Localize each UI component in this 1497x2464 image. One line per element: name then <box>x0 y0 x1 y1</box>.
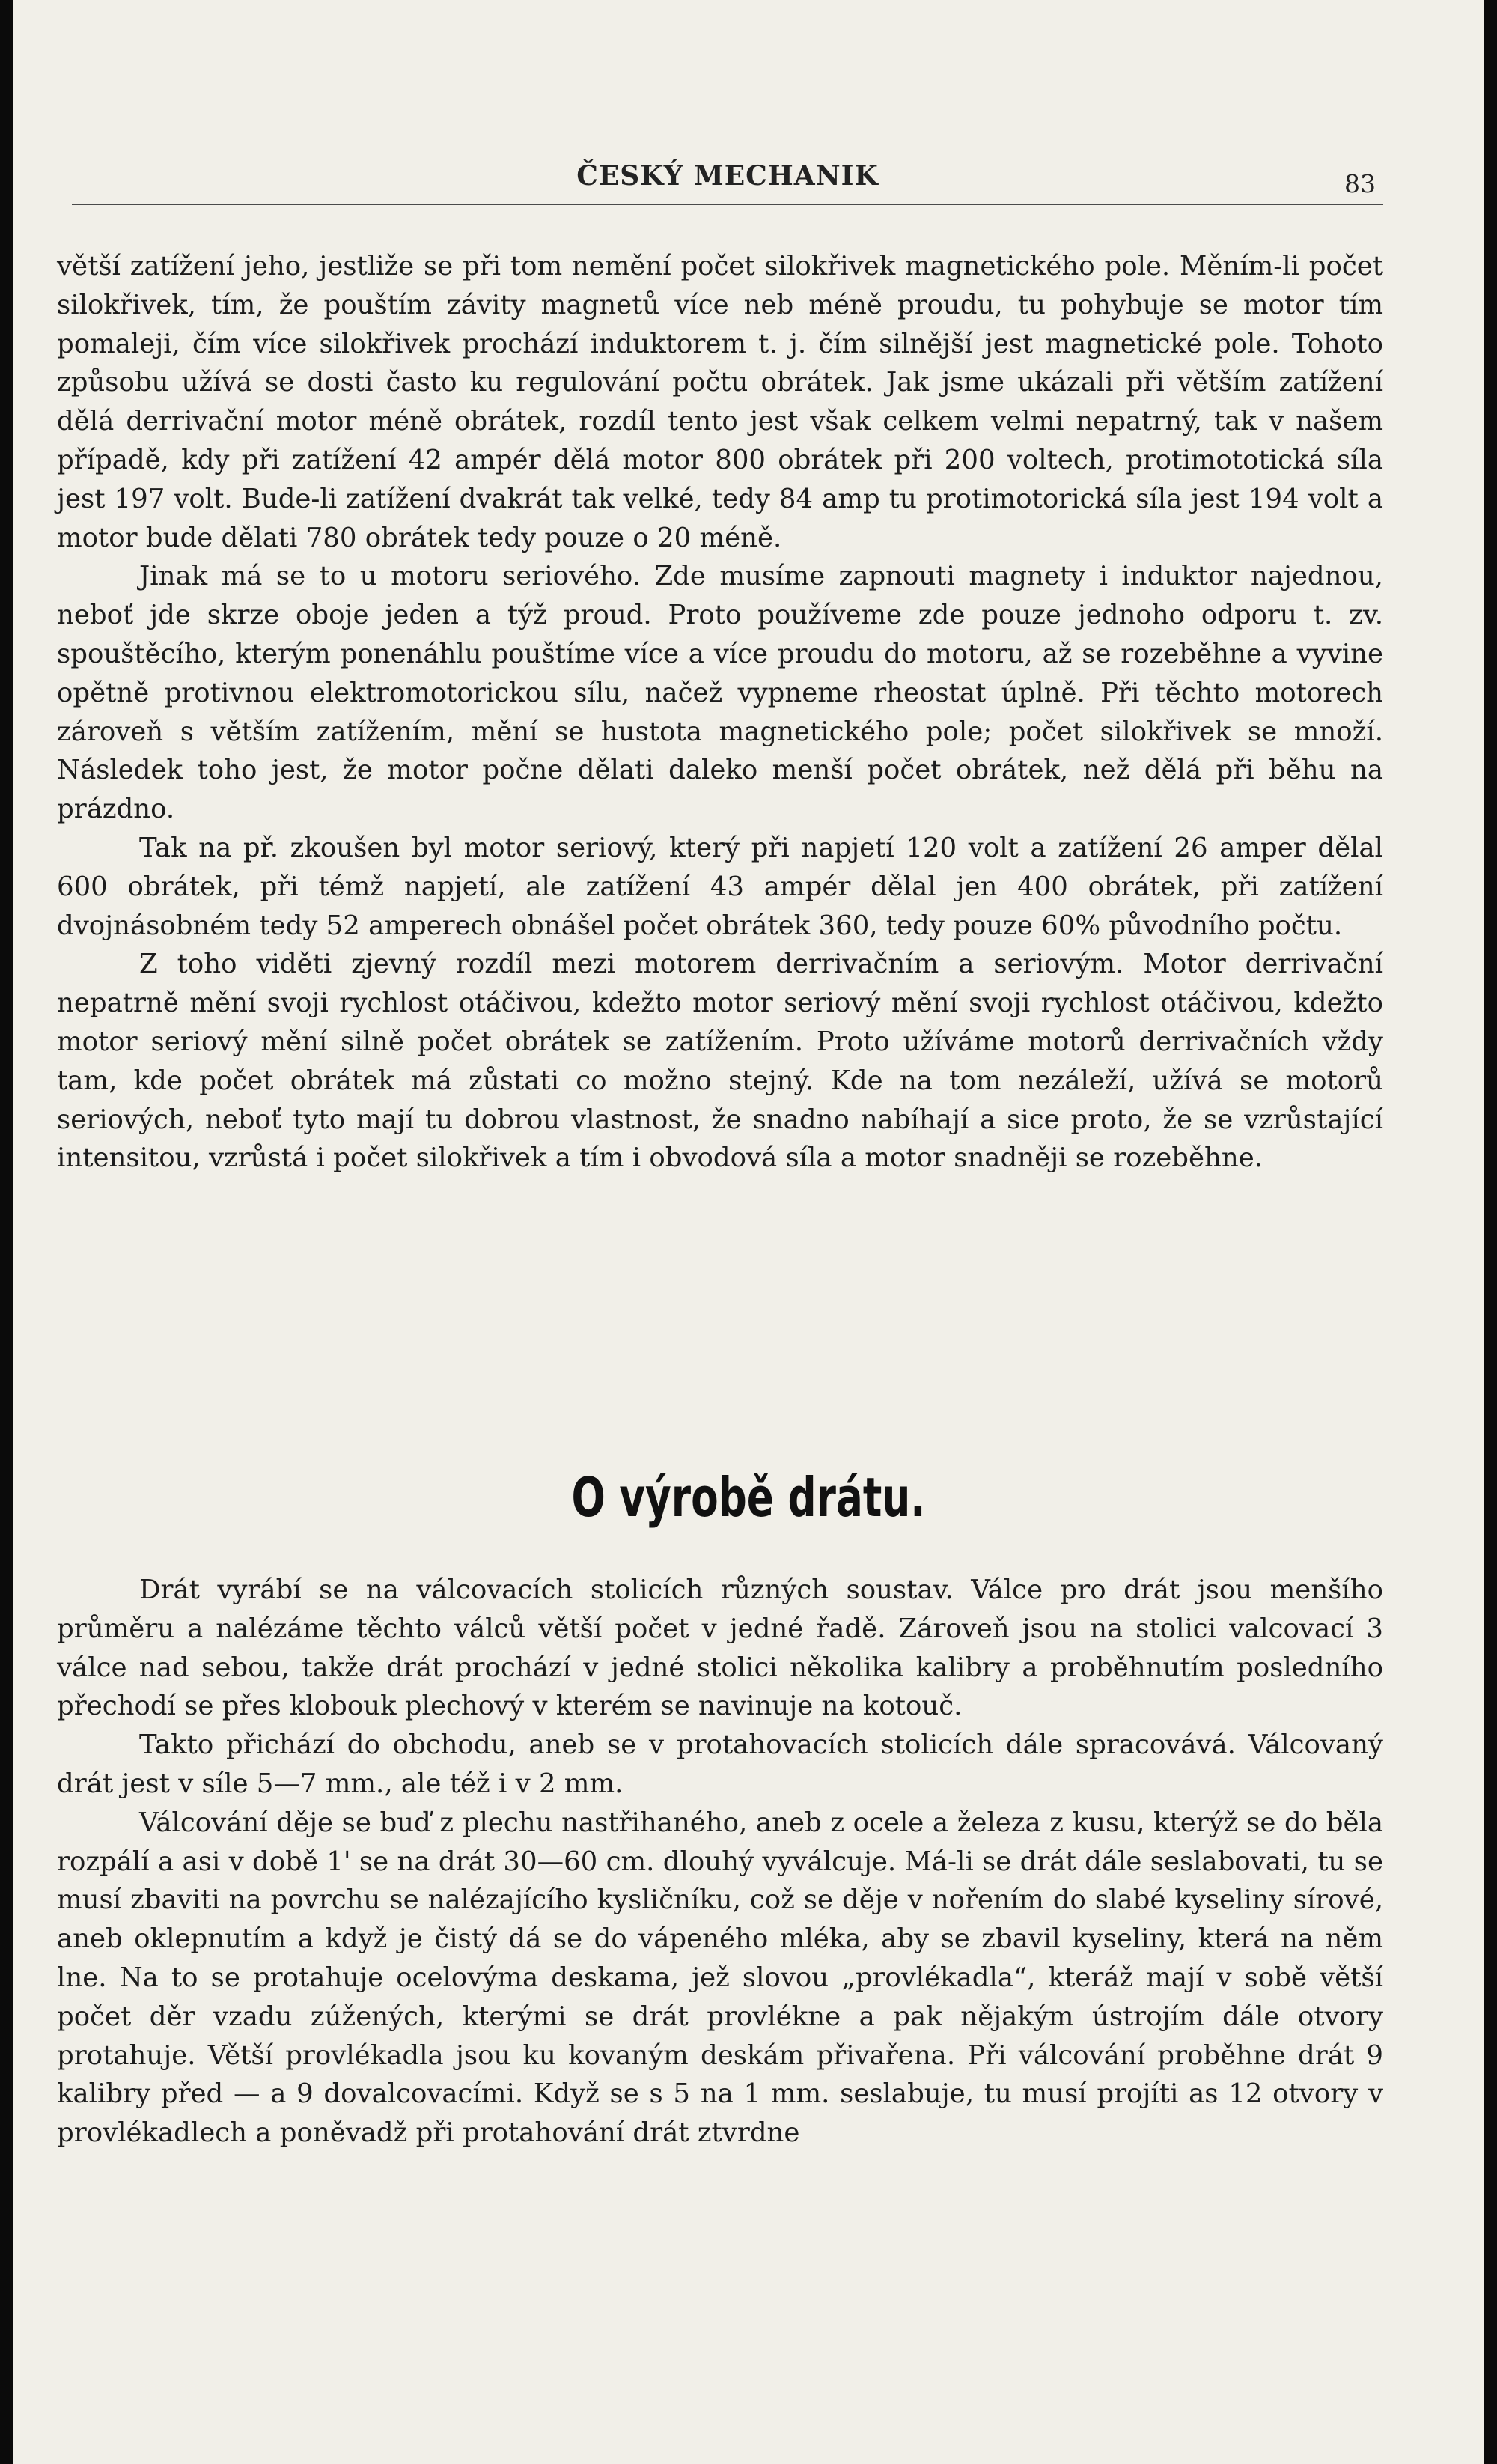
article-body <box>57 1571 1383 2153</box>
header-rule <box>72 204 1383 205</box>
scanned-page <box>13 0 1484 2464</box>
page-number: 83 <box>1344 169 1376 198</box>
paragraph: Tak na př. zkoušen byl motor seriový, který při napjetí 120 volt a zatížení 26 amper dělal 600 obrátek, při témž napjetí, ale zatížení 43 ampér dělal jen 400 obrátek, při zatížení dvojnásobném tedy 52 amperech obnášel počet obrátek 360, tedy pouze 60% původního počtu. <box>57 832 1383 941</box>
page-header <box>72 156 1383 201</box>
paragraph: Drát vyrábí se na válcovacích stolicích různých soustav. Válce pro drát jsou menšího průměru a nalézáme těchto válců větší počet v jedné řadě. Zároveň jsou na stolici valcovací 3 válce nad sebou, takže drát prochází v jedné stolici několika kalibry a proběhnutím posledního přechodí se přes klobouk plechový v kterém se navinuje na kotouč. <box>57 1575 1383 1722</box>
paragraph: větší zatížení jeho, jestliže se při tom nemění počet silokřivek magnetického pole. Měním-li počet silokřivek, tím, že pouštím závity magnetů více neb méně proudu, tu pohybuje se motor tím pomaleji, čím více silokřivek prochází induktorem t. j. čím silnější jest magnetické pole. Tohoto způsobu užívá se dosti často ku regulování počtu obrátek. Jak jsme ukázali při větším zatížení dělá derrivační motor méně obrátek, rozdíl tento jest však celkem velmi nepatrný, tak v našem případě, kdy při zatížení 42 ampér dělá motor 800 obrátek při 200 voltech, protimototická síla jest 197 volt. Bude-li zatížení dvakrát tak velké, tedy 84 amp tu protimotorická síla jest 194 volt a motor bude dělati 780 obrátek tedy pouze o 20 méně. <box>57 251 1383 553</box>
paragraph: Jinak má se to u motoru seriového. Zde musíme zapnouti magnety i induktor najednou, neboť jde skrze oboje jeden a týž proud. Proto používeme zde pouze jednoho odporu t. zv. spouštěcího, kterým ponenáhlu pouštíme více a více proudu do motoru, až se rozeběhne a vyvine opětně protivnou elektromotorickou sílu, načež vypneme rheostat úplně. Při těchto motorech zároveň s větším zatížením, mění se hustota magnetického pole; počet silokřivek se množí. Následek toho jest, že motor počne dělati daleko menší počet obrátek, než dělá při běhu na prázdno. <box>57 561 1383 825</box>
paragraph: Válcování děje se buď z plechu nastřihaného, aneb z ocele a železa z kusu, kterýž se do běla rozpálí a asi v době 1' se na drát 30—60 cm. dlouhý vyválcuje. Má-li se drát dále seslabovati, tu se musí zbaviti na povrchu se nalézajícího kysličníku, což se děje v nořením do slabé kyseliny sírové, aneb oklepnutím a když je čistý dá se do vápeného mléka, aby se zbavil kyseliny, která na něm lne. Na to se protahuje ocelovýma deskama, jež slovou „provlékadla“, kteráž mají v sobě větší počet děr vzadu zúžených, kterými se drát provlékne a pak nějakým ústrojím dále otvory protahuje. Větší provlékadla jsou ku kovaným deskám přivařena. Při válcování proběhne drát 9 kalibry před — a 9 dovalcovacími. Když se s 5 na 1 mm. seslabuje, tu musí projíti as 12 otvory v provlékadlech a poněvadž při protahování drát ztvrdne <box>57 1807 1383 2149</box>
article-continuation <box>57 247 1383 1178</box>
paragraph: Takto přichází do obchodu, aneb se v protahovacích stolicích dále spracovává. Válcovaný drát jest v síle 5—7 mm., ale též i v 2 mm. <box>57 1730 1383 1799</box>
running-title: ČESKÝ MECHANIK <box>576 160 879 192</box>
section-heading: O výrobě drátu. <box>571 1466 926 1529</box>
paragraph: Z toho viděti zjevný rozdíl mezi motorem derrivačním a seriovým. Motor derrivační nepatrně mění svoji rychlost otáčivou, kdežto motor seriový mění svoji rychlost otáčivou, kdežto motor seriový mění silně počet obrátek se zatížením. Proto užíváme motorů derrivačních vždy tam, kde počet obrátek má zůstati co možno stejný. Kde na tom nezáleží, užívá se motorů seriových, neboť tyto mají tu dobrou vlastnost, že snadno nabíhají a sice proto, že se vzrůstající intensitou, vzrůstá i počet silokřivek a tím i obvodová síla a motor snadněji se rozeběhne. <box>57 949 1383 1174</box>
